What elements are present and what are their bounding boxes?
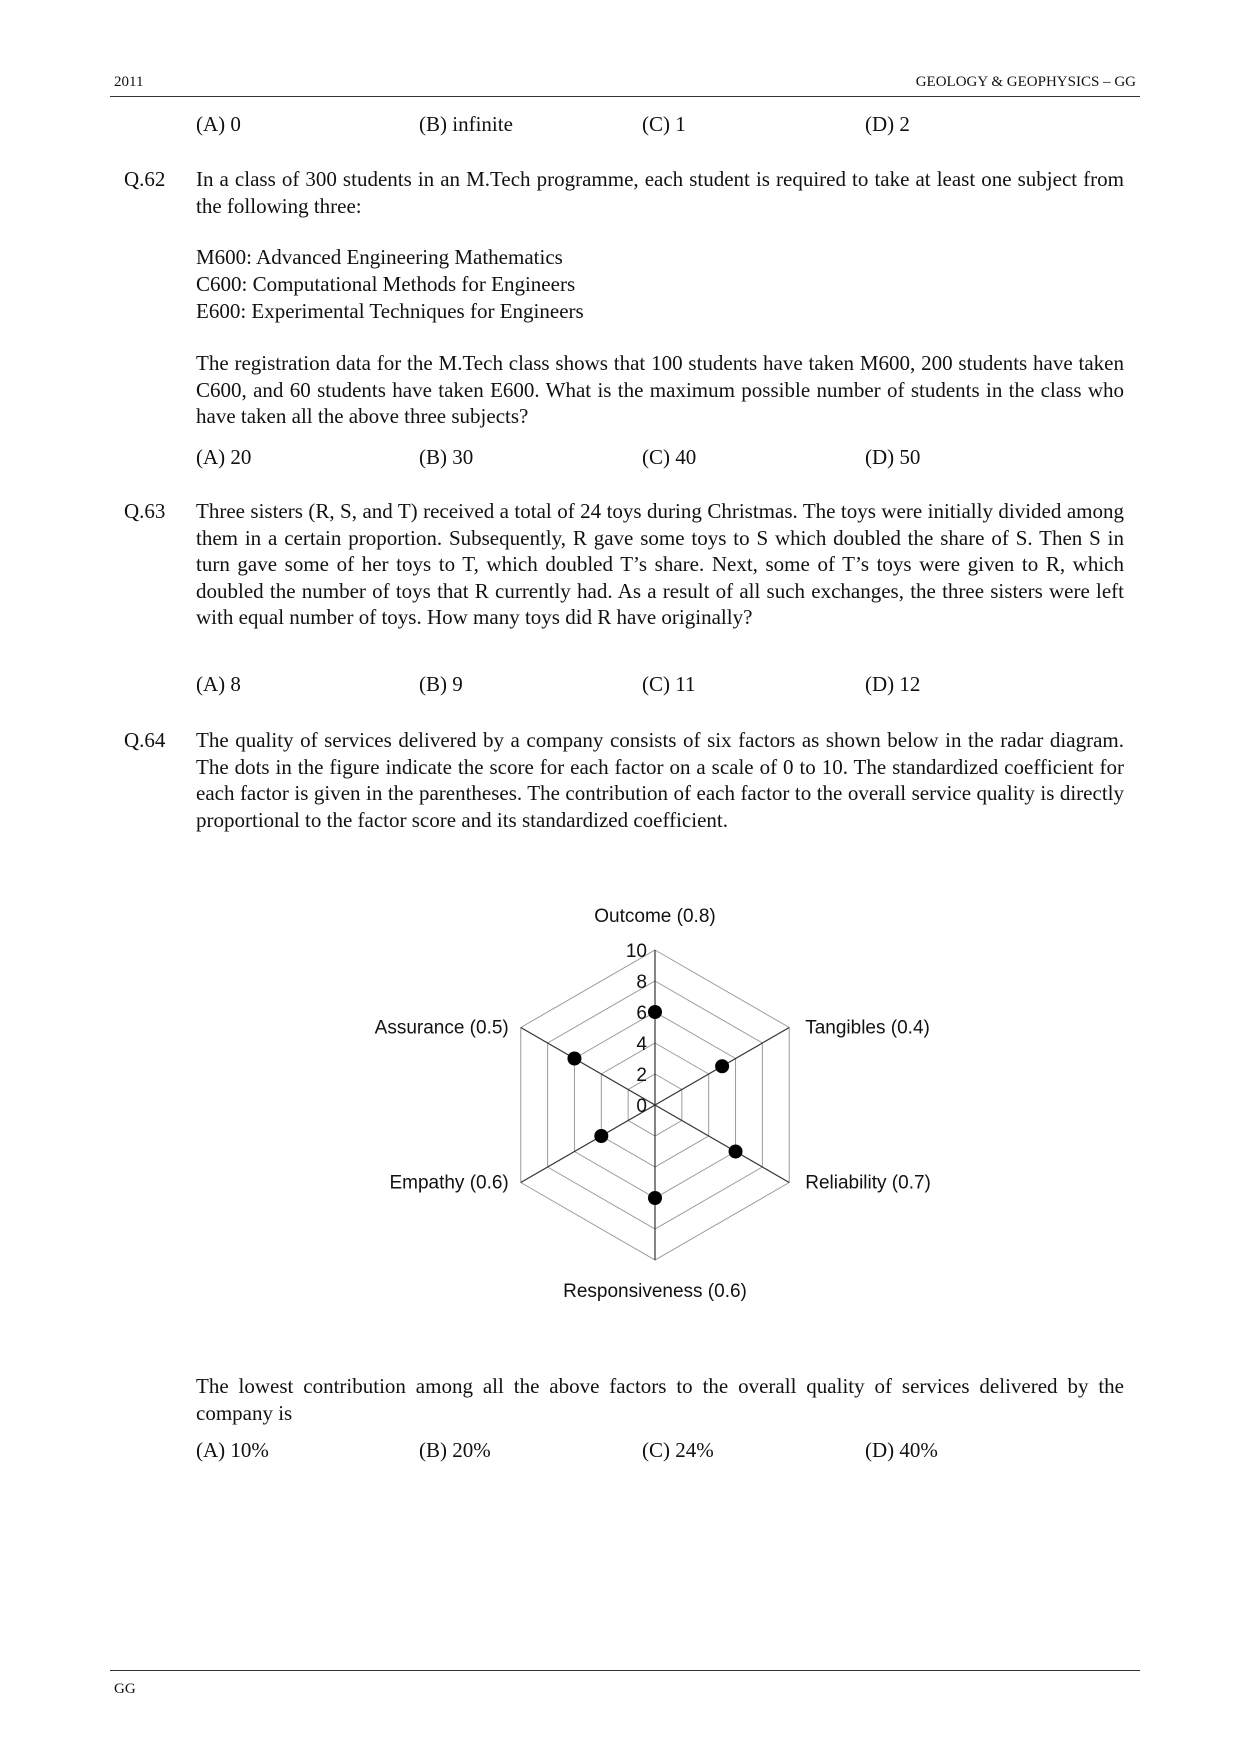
radar-chart-svg xyxy=(300,906,1000,1320)
q63-option-a: (A) 8 xyxy=(196,672,241,696)
q62-option-c: (C) 40 xyxy=(642,445,697,469)
q64-question: The lowest contribution among all the above factors to the overall quality of services delivered by the company is xyxy=(196,1374,1124,1425)
radar-data-point xyxy=(715,1059,729,1073)
radar-data-point xyxy=(729,1145,743,1159)
subject-item: E600: Experimental Techniques for Engineers xyxy=(196,299,584,323)
radar-spoke xyxy=(521,1105,655,1183)
radar-axis-label: Outcome (0.8) xyxy=(594,906,716,927)
radar-tick-label: 4 xyxy=(636,1034,647,1055)
radar-data-point xyxy=(648,1005,662,1019)
q62-intro: In a class of 300 students in an M.Tech programme, each student is required to take at least one subject from the following three: xyxy=(196,167,1124,218)
q64-option-a: (A) 10% xyxy=(196,1438,269,1462)
q64-options xyxy=(196,1438,1096,1464)
radar-spoke xyxy=(655,1105,789,1183)
radar-axis-label: Empathy (0.6) xyxy=(389,1172,509,1194)
radar-data-point xyxy=(648,1191,662,1205)
q64-option-c: (C) 24% xyxy=(642,1438,714,1462)
q64-option-b: (B) 20% xyxy=(419,1438,491,1462)
radar-tick-label: 6 xyxy=(636,1003,647,1024)
radar-tick-label: 0 xyxy=(636,1096,647,1117)
q62-option-d: (D) 50 xyxy=(865,445,921,469)
q61-option-a: (A) 0 xyxy=(196,112,241,136)
q62-option-b: (B) 30 xyxy=(419,445,474,469)
radar-axis-label: Reliability (0.7) xyxy=(805,1172,931,1194)
subject-item: C600: Computational Methods for Engineers xyxy=(196,272,576,296)
q61-option-c: (C) 1 xyxy=(642,112,686,136)
subject-item: M600: Advanced Engineering Mathematics xyxy=(196,245,563,269)
footer-code: GG xyxy=(114,1681,136,1697)
q63-option-b: (B) 9 xyxy=(419,672,463,696)
radar-chart xyxy=(300,906,1000,1320)
header-subject: GEOLOGY & GEOPHYSICS – GG xyxy=(915,74,1136,90)
q64-text: The quality of services delivered by a company consists of six factors as shown below in the radar diagram. The dots in the figure indicate the score for each factor on a scale of 0 to 10. The standardized coefficient for each factor is given in the parentheses. The contribution of each factor to the overall service quality is directly proportional to the factor score and its standardized coefficient. xyxy=(196,728,1124,832)
q61-options xyxy=(196,112,1096,138)
radar-axis-label: Tangibles (0.4) xyxy=(805,1017,930,1039)
radar-axis-label: Assurance (0.5) xyxy=(374,1017,509,1039)
radar-axis-label: Responsiveness (0.6) xyxy=(563,1281,747,1302)
radar-tick-label: 8 xyxy=(636,972,647,993)
q62-option-a: (A) 20 xyxy=(196,445,252,469)
header-year: 2011 xyxy=(114,74,144,90)
page-footer xyxy=(110,1670,1140,1698)
q63-options xyxy=(196,672,1096,698)
radar-data-point xyxy=(567,1052,581,1066)
q62-subject-list xyxy=(196,244,1124,325)
page-header xyxy=(110,72,1140,97)
radar-tick-label: 2 xyxy=(636,1065,647,1086)
radar-tick-label: 10 xyxy=(625,941,647,962)
radar-spoke xyxy=(521,1028,655,1106)
radar-data-point xyxy=(594,1129,608,1143)
question-number: Q.64 xyxy=(124,728,166,752)
q63-option-d: (D) 12 xyxy=(865,672,921,696)
q63-text: Three sisters (R, S, and T) received a total of 24 toys during Christmas. The toys were initially divided among them in a certain proportion. Subsequently, R gave some toys to S which doubled the share of S. Then S in turn gave some of her toys to T, which doubled T’s share. Next, some of T’s toys were given to R, which doubled the number of toys that R currently had. As a result of all such exchanges, the three sisters were left with equal number of toys. How many toys did R have originally? xyxy=(196,499,1124,629)
q61-option-d: (D) 2 xyxy=(865,112,910,136)
q63-option-c: (C) 11 xyxy=(642,672,696,696)
q62-body: The registration data for the M.Tech class shows that 100 students have taken M600, 200 students have taken C600, and 60 students have taken E600. What is the maximum possible number of students in the class who have taken all the above three subjects? xyxy=(196,351,1124,428)
q61-option-b: (B) infinite xyxy=(419,112,513,136)
q64-option-d: (D) 40% xyxy=(865,1438,938,1462)
q62-options xyxy=(196,445,1096,471)
question-number: Q.63 xyxy=(124,499,166,523)
question-number: Q.62 xyxy=(124,167,166,191)
